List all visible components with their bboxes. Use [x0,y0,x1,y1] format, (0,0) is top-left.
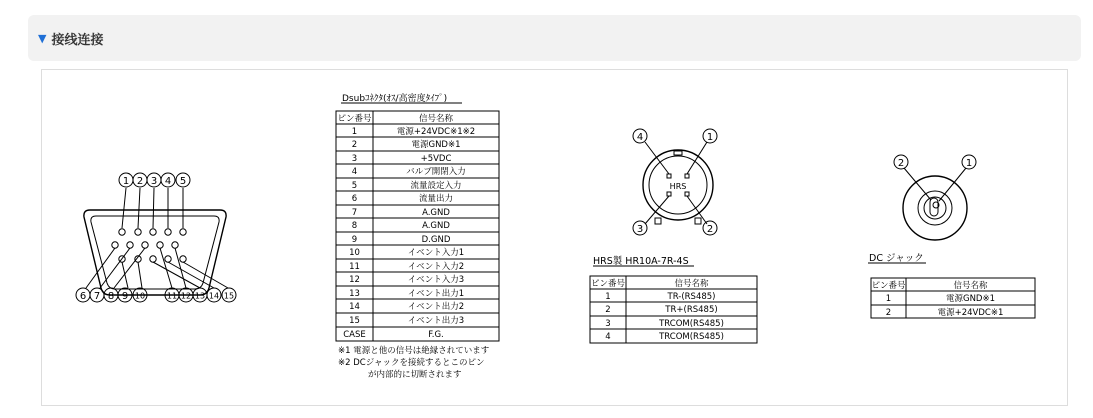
table-cell: 10 [349,248,360,258]
table-cell: 8 [351,221,358,231]
table-cell: 電源GND※1 [411,140,461,150]
table-cell: F.G. [428,330,444,340]
table-cell: 流量設定入力 [410,181,462,191]
table-cell: CASE [343,330,366,340]
table-cell: TR-(RS485) [667,292,716,302]
table-cell: 6 [351,194,358,204]
dc-table-title: DC ジャック [869,253,924,264]
dsub-pin-label: 13 [194,291,206,301]
table-cell: 2 [605,305,611,315]
table-cell: イベント出力1 [407,289,465,299]
table-cell: A.GND [422,221,450,231]
table-cell: 4 [351,167,358,177]
hrs-pin-label: 4 [636,132,644,143]
table-cell: イベント出力2 [407,302,465,312]
dsub-pin-label: 7 [93,291,101,302]
dsub-note-3: が内部的に切断されます [368,370,462,380]
table-cell: D.GND [421,235,451,245]
dsub-pin-label: 14 [208,291,220,301]
dc-jack-drawing [894,155,976,240]
table-cell: 電源GND※1 [945,294,996,304]
table-cell: A.GND [422,208,450,218]
table-cell: 15 [349,316,360,326]
section-title: 接线连接 [51,32,104,48]
table-cell: TRCOM(RS485) [659,319,724,329]
wiring-diagram-panel [41,69,1068,406]
dsub-connector-drawing [76,173,236,302]
dsub-pin-label: 9 [121,291,129,302]
dsub-pin-label: 2 [136,176,144,187]
table-cell: TR+(RS485) [665,305,718,315]
table-cell: TRCOM(RS485) [659,332,724,342]
collapse-triangle-icon[interactable]: ▼ [38,31,47,45]
dsub-pin-label: 10 [134,291,146,301]
hrs-table-title: HRS製 HR10A-7R-4S [593,256,689,267]
table-cell: 5 [351,181,358,191]
hrs-header-signal: 信号名称 [674,279,709,289]
dsub-note-1: ※1 電源と他の信号は絶縁されています [338,346,490,356]
dsub-pin-label: 4 [164,176,172,187]
table-cell: 1 [885,294,892,304]
dc-header-pin: ピン番号 [871,281,906,291]
hrs-pin-label: 2 [706,224,714,235]
dsub-pin-label: 12 [180,291,192,301]
table-cell: 2 [885,308,892,318]
table-cell: 4 [605,332,611,342]
wiring-diagram [42,70,1067,405]
dsub-pin-label: 1 [122,176,130,187]
hrs-header-pin: ピン番号 [590,279,626,289]
table-cell: 13 [349,289,360,299]
dsub-pin-label: 8 [107,291,115,302]
table-cell: 1 [605,292,611,302]
dsub-pin-label: 11 [166,291,178,301]
dsub-pin-label: 5 [179,176,187,187]
table-cell: イベント入力2 [407,262,465,272]
table-cell: 2 [351,140,358,150]
dsub-pin-label: 3 [150,176,158,187]
table-cell: 流量出力 [418,194,454,204]
dc-header-signal: 信号名称 [953,281,988,291]
dsub-header-signal: 信号名称 [418,114,454,124]
table-cell: 14 [349,302,360,312]
table-cell: 電源+24VDC※1※2 [396,127,476,137]
hrs-pin-label: 1 [706,132,714,143]
table-cell: イベント出力3 [407,316,465,326]
table-cell: イベント入力3 [407,275,465,285]
dc-pin-label: 1 [965,158,973,169]
table-cell: 12 [349,275,360,285]
table-cell: 電源+24VDC※1 [937,308,1004,318]
table-cell: イベント入力1 [407,248,465,258]
table-cell: 3 [605,319,611,329]
section-header-wiring[interactable] [28,15,1081,61]
dc-pin-label: 2 [897,158,905,169]
table-cell: 11 [349,262,360,272]
table-cell: 1 [351,127,358,137]
table-cell: 3 [351,154,358,164]
dsub-table-title: Dsubｺﾈｸﾀ(ｵｽ/高密度ﾀｲﾌﾟ) [342,94,448,104]
dsub-note-2: ※2 DCジャックを接続するとこのピン [338,358,485,368]
table-cell: 7 [351,208,358,218]
dsub-header-pin: ピン番号 [337,114,372,124]
table-cell: 9 [351,235,358,245]
table-cell: バルブ開閉入力 [406,167,466,177]
hrs-pin-label: 3 [636,224,644,235]
dsub-pin-label: 6 [79,291,87,302]
dsub-pin-label: 15 [223,291,235,301]
hrs-connector-label: HRS [669,182,687,191]
table-cell: +5VDC [420,154,452,164]
